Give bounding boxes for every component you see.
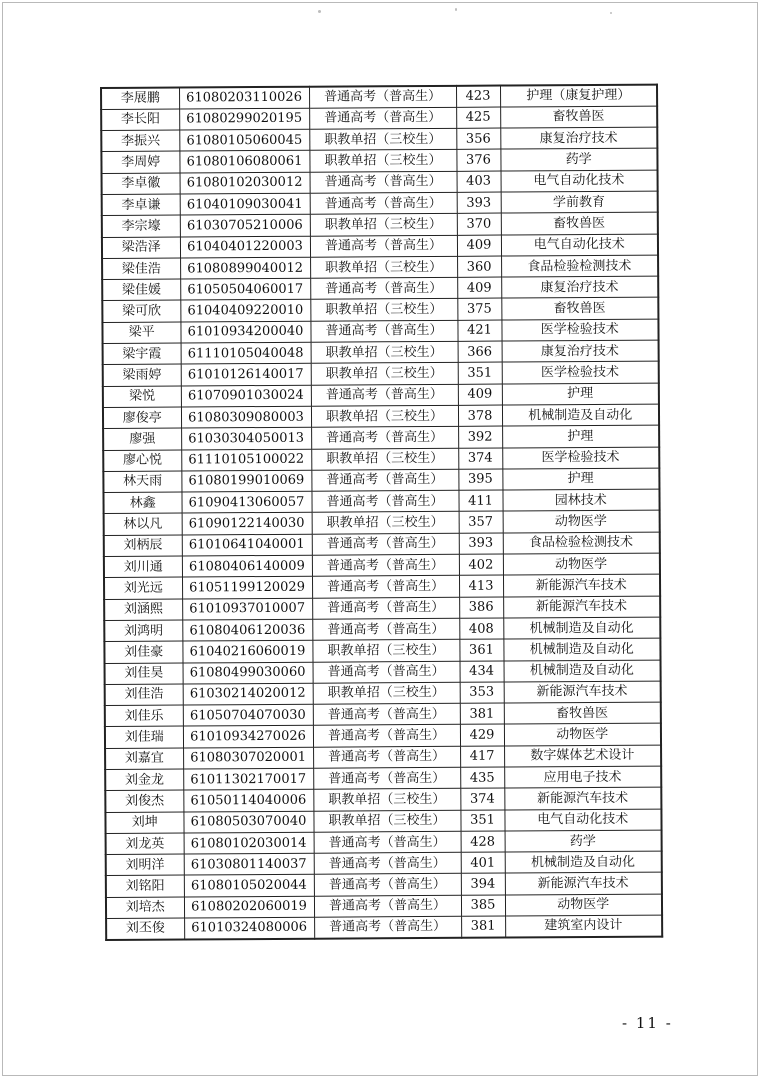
student-name-cell: 李长阳	[101, 109, 179, 131]
exam-number-cell: 61010126140017	[181, 364, 311, 386]
major-cell: 数字媒体艺术设计	[504, 745, 661, 767]
exam-number-cell: 61080406140009	[182, 555, 312, 577]
roster-body	[101, 85, 662, 940]
student-name-cell: 梁可欣	[102, 300, 180, 322]
exam-number-cell: 61030214020012	[183, 683, 313, 705]
exam-number-cell: 61080106080061	[179, 151, 309, 173]
score-cell: 376	[456, 149, 500, 171]
score-cell: 374	[458, 448, 502, 470]
score-cell: 392	[458, 426, 502, 448]
major-cell: 园林技术	[502, 489, 659, 511]
exam-number-cell: 61080309080003	[181, 406, 311, 428]
exam-number-cell: 61080202060019	[184, 896, 314, 918]
score-cell: 394	[461, 874, 505, 896]
exam-number-cell: 61040109030041	[180, 193, 310, 215]
exam-number-cell: 61080199010069	[181, 470, 311, 492]
student-name-cell: 刘佳豪	[104, 641, 182, 663]
scan-speck	[455, 8, 457, 11]
admission-type-cell: 普通高考（普高生）	[313, 725, 460, 747]
student-name-cell: 李周婷	[101, 151, 179, 173]
major-cell: 电气自动化技术	[504, 809, 661, 831]
score-cell: 408	[459, 618, 503, 640]
exam-number-cell: 61080299020195	[179, 108, 309, 130]
score-cell: 386	[459, 597, 503, 619]
major-cell: 机械制造及自动化	[504, 660, 661, 682]
score-cell: 351	[460, 810, 504, 832]
student-name-cell: 梁宇霞	[103, 343, 181, 365]
student-name-cell: 梁佳媛	[102, 279, 180, 301]
exam-number-cell: 61080102030014	[184, 832, 314, 854]
major-cell: 护理	[502, 425, 659, 447]
major-cell: 康复治疗技术	[501, 276, 658, 298]
score-cell: 429	[460, 724, 504, 746]
score-cell: 370	[457, 213, 501, 235]
student-name-cell: 刘培杰	[106, 897, 184, 919]
score-cell: 361	[459, 639, 503, 661]
student-name-cell: 李卓徽	[102, 173, 180, 195]
student-name-cell: 梁浩泽	[102, 237, 180, 259]
admission-type-cell: 职教单招（三校生）	[313, 810, 460, 832]
admission-type-cell: 普通高考（普高生）	[312, 533, 459, 555]
score-cell: 356	[456, 128, 500, 150]
exam-number-cell: 61051199120029	[182, 577, 312, 599]
student-name-cell: 刘柄辰	[104, 535, 182, 557]
major-cell: 畜牧兽医	[501, 212, 658, 234]
student-name-cell: 廖俊亭	[103, 407, 181, 429]
major-cell: 动物医学	[503, 511, 660, 533]
student-name-cell: 李卓谦	[102, 194, 180, 216]
student-name-cell: 刘鸿明	[104, 620, 182, 642]
student-name-cell: 刘丕俊	[106, 918, 184, 940]
major-cell: 机械制造及自动化	[505, 851, 662, 873]
exam-number-cell: 61030801140037	[184, 853, 314, 875]
student-name-cell: 刘坤	[105, 812, 183, 834]
student-name-cell: 李振兴	[101, 130, 179, 152]
student-name-cell: 刘川通	[104, 556, 182, 578]
exam-number-cell: 61050704070030	[183, 704, 313, 726]
student-name-cell: 刘佳浩	[105, 684, 183, 706]
student-name-cell: 林天雨	[103, 471, 181, 493]
admission-roster-table	[100, 84, 663, 941]
admission-type-cell: 普通高考（普高生）	[310, 320, 457, 342]
major-cell: 食品检验检测技术	[503, 532, 660, 554]
major-cell: 药学	[500, 148, 657, 170]
admission-type-cell: 普通高考（普高生）	[310, 171, 457, 193]
major-cell: 建筑室内设计	[505, 915, 662, 937]
admission-type-cell: 普通高考（普高生）	[309, 86, 456, 108]
admission-type-cell: 普通高考（普高生）	[313, 767, 460, 789]
admission-type-cell: 职教单招（三校生）	[311, 341, 458, 363]
major-cell: 新能源汽车技术	[503, 574, 660, 596]
student-name-cell: 梁悦	[103, 386, 181, 408]
score-cell: 401	[461, 852, 505, 874]
admission-type-cell: 普通高考（普高生）	[312, 597, 459, 619]
score-cell: 357	[459, 511, 503, 533]
exam-number-cell: 61040216060019	[182, 640, 312, 662]
major-cell: 学前教育	[501, 191, 658, 213]
admission-type-cell: 普通高考（普高生）	[312, 618, 459, 640]
admission-type-cell: 职教单招（三校生）	[310, 214, 457, 236]
exam-number-cell: 61080503070040	[183, 811, 313, 833]
admission-type-cell: 普通高考（普高生）	[312, 576, 459, 598]
admission-type-cell: 普通高考（普高生）	[313, 746, 460, 768]
admission-type-cell: 职教单招（三校生）	[312, 640, 459, 662]
admission-type-cell: 普通高考（普高生）	[310, 192, 457, 214]
exam-number-cell: 61080406120036	[182, 619, 312, 641]
major-cell: 畜牧兽医	[501, 298, 658, 320]
major-cell: 电气自动化技术	[501, 234, 658, 256]
major-cell: 护理（康复护理）	[500, 85, 657, 107]
scan-speck	[318, 10, 321, 13]
major-cell: 动物医学	[504, 723, 661, 745]
student-name-cell: 梁佳浩	[102, 258, 180, 280]
exam-number-cell: 61010934270026	[183, 726, 313, 748]
admission-type-cell: 普通高考（普高生）	[314, 831, 461, 853]
admission-type-cell: 职教单招（三校生）	[310, 256, 457, 278]
score-cell: 428	[461, 831, 505, 853]
major-cell: 医学检验技术	[502, 361, 659, 383]
major-cell: 机械制造及自动化	[503, 638, 660, 660]
student-name-cell: 刘俊杰	[105, 790, 183, 812]
student-name-cell: 刘明洋	[106, 854, 184, 876]
admission-type-cell: 普通高考（普高生）	[311, 490, 458, 512]
admission-type-cell: 普通高考（普高生）	[311, 427, 458, 449]
score-cell: 413	[459, 575, 503, 597]
admission-type-cell: 职教单招（三校生）	[311, 405, 458, 427]
admission-type-cell: 普通高考（普高生）	[311, 384, 458, 406]
exam-number-cell: 61080307020001	[183, 747, 313, 769]
score-cell: 409	[457, 235, 501, 257]
admission-type-cell: 普通高考（普高生）	[312, 554, 459, 576]
exam-number-cell: 61080105060045	[179, 129, 309, 151]
major-cell: 医学检验技术	[501, 319, 658, 341]
major-cell: 电气自动化技术	[501, 170, 658, 192]
major-cell: 动物医学	[505, 894, 662, 916]
score-cell: 435	[460, 767, 504, 789]
score-cell: 366	[458, 341, 502, 363]
admission-type-cell: 普通高考（普高生）	[313, 661, 460, 683]
score-cell: 421	[457, 320, 501, 342]
exam-number-cell: 61090413060057	[181, 491, 311, 513]
score-cell: 381	[461, 916, 505, 938]
admission-type-cell: 普通高考（普高生）	[311, 469, 458, 491]
score-cell: 353	[460, 682, 504, 704]
exam-number-cell: 61110105040048	[181, 342, 311, 364]
score-cell: 395	[458, 469, 502, 491]
score-cell: 393	[457, 192, 501, 214]
student-name-cell: 刘光远	[104, 577, 182, 599]
scan-speck	[610, 12, 612, 14]
exam-number-cell: 61090122140030	[182, 513, 312, 535]
student-name-cell: 李宗壕	[102, 215, 180, 237]
student-name-cell: 刘嘉宜	[105, 748, 183, 770]
admission-type-cell: 职教单招（三校生）	[311, 448, 458, 470]
major-cell: 新能源汽车技术	[503, 596, 660, 618]
exam-number-cell: 61080102030012	[180, 172, 310, 194]
exam-number-cell: 61011302170017	[183, 768, 313, 790]
major-cell: 畜牧兽医	[500, 106, 657, 128]
exam-number-cell: 61010937010007	[182, 598, 312, 620]
student-name-cell: 刘铭阳	[106, 875, 184, 897]
major-cell: 新能源汽车技术	[504, 681, 661, 703]
student-name-cell: 刘佳昊	[105, 663, 183, 685]
score-cell: 411	[458, 490, 502, 512]
exam-number-cell: 61030705210006	[180, 215, 310, 237]
exam-number-cell: 61080899040012	[180, 257, 310, 279]
student-name-cell: 廖强	[103, 428, 181, 450]
admission-type-cell: 普通高考（普高生）	[314, 916, 461, 938]
exam-number-cell: 61040401220003	[180, 236, 310, 258]
admission-type-cell: 普通高考（普高生）	[314, 852, 461, 874]
exam-number-cell: 61050114040006	[183, 790, 313, 812]
admission-type-cell: 普通高考（普高生）	[310, 235, 457, 257]
score-cell: 393	[459, 533, 503, 555]
score-cell: 360	[457, 256, 501, 278]
major-cell: 护理	[502, 383, 659, 405]
exam-number-cell: 61010934200040	[180, 321, 310, 343]
exam-number-cell: 61010641040001	[182, 534, 312, 556]
student-name-cell: 刘金龙	[105, 769, 183, 791]
major-cell: 康复治疗技术	[500, 127, 657, 149]
student-name-cell: 刘佳瑞	[105, 726, 183, 748]
exam-number-cell: 61010324080006	[184, 917, 314, 939]
student-name-cell: 梁雨婷	[103, 364, 181, 386]
major-cell: 新能源汽车技术	[505, 873, 662, 895]
exam-number-cell: 61040409220010	[180, 300, 310, 322]
score-cell: 351	[458, 362, 502, 384]
major-cell: 康复治疗技术	[502, 340, 659, 362]
exam-number-cell: 61110105100022	[181, 449, 311, 471]
major-cell: 护理	[502, 468, 659, 490]
score-cell: 374	[460, 788, 504, 810]
major-cell: 机械制造及自动化	[502, 404, 659, 426]
major-cell: 药学	[505, 830, 662, 852]
admission-type-cell: 职教单招（三校生）	[313, 682, 460, 704]
major-cell: 畜牧兽医	[504, 702, 661, 724]
exam-number-cell: 61050504060017	[180, 278, 310, 300]
student-name-cell: 刘佳乐	[105, 705, 183, 727]
score-cell: 409	[457, 277, 501, 299]
score-cell: 375	[457, 299, 501, 321]
score-cell: 434	[460, 661, 504, 683]
page-number: - 11 -	[622, 1014, 673, 1032]
admission-type-cell: 职教单招（三校生）	[313, 789, 460, 811]
admission-type-cell: 普通高考（普高生）	[314, 874, 461, 896]
score-cell: 403	[457, 171, 501, 193]
score-cell: 425	[456, 107, 500, 129]
score-cell: 381	[460, 703, 504, 725]
exam-number-cell: 61080203110026	[179, 87, 309, 109]
exam-number-cell: 61070901030024	[181, 385, 311, 407]
score-cell: 402	[459, 554, 503, 576]
score-cell: 378	[458, 405, 502, 427]
admission-type-cell: 职教单招（三校生）	[310, 299, 457, 321]
major-cell: 食品检验检测技术	[501, 255, 658, 277]
major-cell: 医学检验技术	[502, 447, 659, 469]
score-cell: 385	[461, 895, 505, 917]
admission-type-cell: 职教单招（三校生）	[309, 150, 456, 172]
student-name-cell: 梁平	[102, 322, 180, 344]
major-cell: 应用电子技术	[504, 766, 661, 788]
admission-type-cell: 职教单招（三校生）	[311, 363, 458, 385]
student-name-cell: 林以凡	[104, 513, 182, 535]
score-cell: 423	[456, 86, 500, 108]
student-name-cell: 林鑫	[103, 492, 181, 514]
score-cell: 417	[460, 746, 504, 768]
admission-type-cell: 普通高考（普高生）	[314, 895, 461, 917]
student-name-cell: 廖心悦	[103, 450, 181, 472]
major-cell: 机械制造及自动化	[503, 617, 660, 639]
admission-type-cell: 普通高考（普高生）	[313, 703, 460, 725]
exam-number-cell: 61080105020044	[184, 875, 314, 897]
exam-number-cell: 61080499030060	[183, 662, 313, 684]
student-name-cell: 李展鹏	[101, 88, 179, 110]
score-cell: 409	[458, 384, 502, 406]
admission-type-cell: 职教单招（三校生）	[309, 128, 456, 150]
student-name-cell: 刘龙英	[106, 833, 184, 855]
admission-type-cell: 普通高考（普高生）	[310, 277, 457, 299]
admission-type-cell: 普通高考（普高生）	[309, 107, 456, 129]
student-name-cell: 刘涵熙	[104, 599, 182, 621]
major-cell: 动物医学	[503, 553, 660, 575]
admission-type-cell: 职教单招（三校生）	[312, 512, 459, 534]
major-cell: 新能源汽车技术	[504, 787, 661, 809]
exam-number-cell: 61030304050013	[181, 427, 311, 449]
table-row	[106, 915, 662, 940]
